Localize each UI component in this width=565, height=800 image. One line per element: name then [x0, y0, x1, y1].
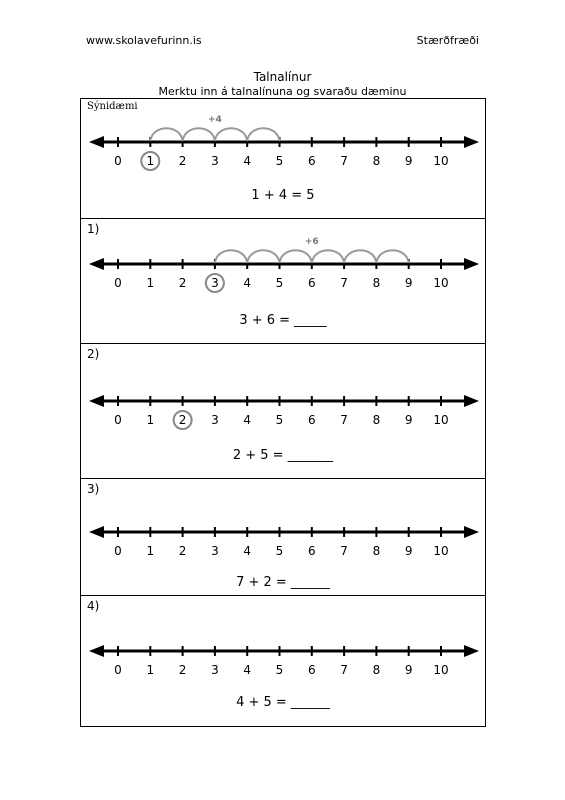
tick-label: 2 — [178, 544, 187, 558]
jump-arc — [247, 128, 279, 141]
left-arrow-icon — [89, 258, 104, 270]
exercise-equation[interactable]: 3 + 6 = _____ — [239, 313, 327, 328]
jump-arc — [344, 250, 376, 263]
tick-label: 6 — [307, 544, 316, 558]
exercise-2 — [81, 344, 485, 479]
tick-label: 7 — [340, 413, 348, 427]
right-arrow-icon — [464, 395, 479, 407]
tick-label: 0 — [114, 544, 122, 558]
tick-label: 3 — [211, 413, 219, 427]
left-arrow-icon — [89, 136, 104, 148]
tick-label: 7 — [340, 154, 348, 168]
tick-label: 1 — [146, 663, 155, 677]
exercise-label: 4) — [87, 599, 100, 613]
jump-arc — [247, 250, 279, 263]
example-label: Sýnidæmi — [87, 101, 138, 112]
tick-label: 0 — [114, 154, 122, 168]
tick-label: 0 — [114, 413, 122, 427]
tick-label: 6 — [307, 663, 316, 677]
site-url: www.skolavefurinn.is — [86, 34, 202, 47]
subject-label: Stærðfræði — [416, 34, 479, 47]
tick-label: 1 — [146, 544, 155, 558]
tick-label: 7 — [340, 276, 348, 290]
tick-label: 8 — [372, 276, 381, 290]
tick-label: 10 — [433, 276, 449, 290]
tick-label: 5 — [275, 276, 284, 290]
tick-label: 3 — [211, 276, 219, 290]
tick-label: 4 — [243, 663, 252, 677]
tick-label: 2 — [178, 276, 187, 290]
exercise-label: 2) — [87, 347, 100, 361]
jump-arc — [215, 250, 247, 263]
tick-label: 0 — [114, 663, 122, 677]
jump-arc — [280, 250, 312, 263]
example-section — [81, 99, 485, 219]
tick-label: 5 — [275, 154, 284, 168]
tick-label: 4 — [243, 544, 252, 558]
exercise-1 — [81, 219, 485, 344]
right-arrow-icon — [464, 136, 479, 148]
tick-label: 5 — [275, 663, 284, 677]
tick-label: 9 — [404, 663, 413, 677]
exercise-equation[interactable]: 7 + 2 = ______ — [236, 575, 330, 590]
tick-label: 5 — [275, 544, 284, 558]
jump-arc — [312, 250, 344, 263]
tick-label: 7 — [340, 663, 348, 677]
jump-arc — [183, 128, 215, 141]
exercise-label: 1) — [87, 222, 100, 236]
tick-label: 1 — [146, 154, 155, 168]
jump-arc — [376, 250, 408, 263]
tick-label: 8 — [372, 154, 381, 168]
tick-label: 2 — [178, 663, 187, 677]
tick-label: 1 — [146, 413, 155, 427]
tick-label: 3 — [211, 154, 219, 168]
worksheet — [80, 98, 486, 727]
tick-label: 3 — [211, 544, 219, 558]
example-equation: 1 + 4 = 5 — [251, 188, 315, 203]
tick-label: 6 — [307, 276, 316, 290]
right-arrow-icon — [464, 258, 479, 270]
tick-label: 2 — [178, 154, 187, 168]
tick-label: 8 — [372, 544, 381, 558]
tick-label: 4 — [243, 154, 252, 168]
tick-label: 9 — [404, 413, 413, 427]
jump-label: +6 — [304, 237, 319, 247]
exercise-equation[interactable]: 4 + 5 = ______ — [236, 695, 330, 710]
tick-label: 10 — [433, 413, 449, 427]
tick-label: 8 — [372, 663, 381, 677]
tick-label: 6 — [307, 154, 316, 168]
tick-label: 7 — [340, 544, 348, 558]
exercise-label: 3) — [87, 482, 100, 496]
jump-label: +4 — [207, 115, 222, 125]
left-arrow-icon — [89, 526, 104, 538]
jump-arc — [215, 128, 247, 141]
tick-label: 2 — [178, 413, 187, 427]
right-arrow-icon — [464, 526, 479, 538]
exercise-4 — [81, 596, 485, 726]
tick-label: 5 — [275, 413, 284, 427]
tick-label: 8 — [372, 413, 381, 427]
tick-label: 3 — [211, 663, 219, 677]
page-title: Talnalínur — [253, 70, 312, 84]
tick-label: 6 — [307, 413, 316, 427]
tick-label: 4 — [243, 413, 252, 427]
jump-arc — [150, 128, 182, 141]
left-arrow-icon — [89, 645, 104, 657]
tick-label: 0 — [114, 276, 122, 290]
tick-label: 4 — [243, 276, 252, 290]
tick-label: 9 — [404, 154, 413, 168]
tick-label: 10 — [433, 544, 449, 558]
tick-label: 10 — [433, 154, 449, 168]
tick-label: 9 — [404, 276, 413, 290]
left-arrow-icon — [89, 395, 104, 407]
exercise-3 — [81, 479, 485, 596]
tick-label: 1 — [146, 276, 155, 290]
page-subtitle: Merktu inn á talnalínuna og svaraðu dæminu — [158, 85, 407, 98]
exercise-equation[interactable]: 2 + 5 = _______ — [232, 448, 334, 463]
right-arrow-icon — [464, 645, 479, 657]
tick-label: 9 — [404, 544, 413, 558]
tick-label: 10 — [433, 663, 449, 677]
